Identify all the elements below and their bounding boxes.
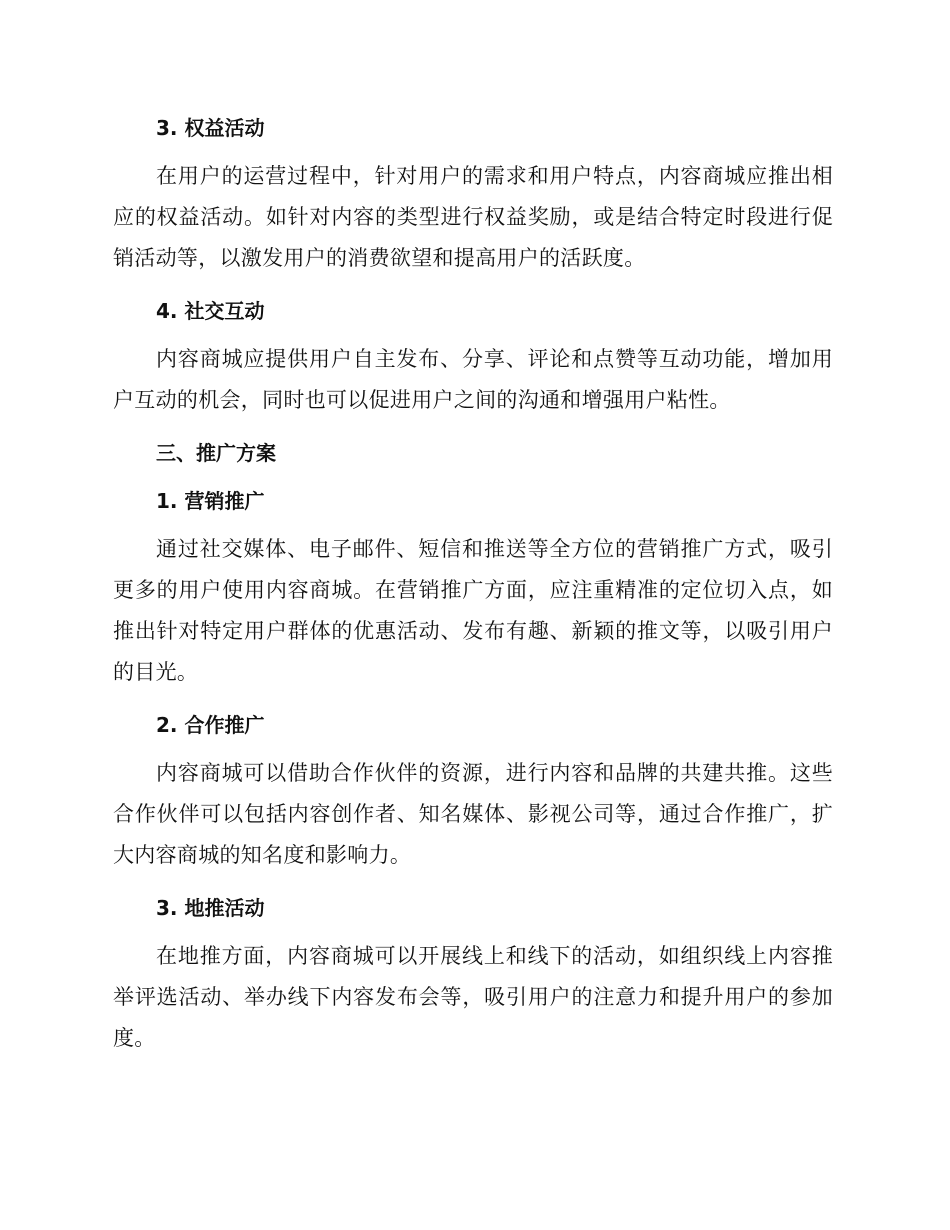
paragraph-marketing-promotion: 通过社交媒体、电子邮件、短信和推送等全方位的营销推广方式，吸引更多的用户使用内容商城。在营销推广方面，应注重精准的定位切入点，如推出针对特定用户群体的优惠活动、发布有趣、新颖的推文等，以吸引用户的目光。: [113, 537, 833, 684]
chapter-heading-promotion-plan: 三、推广方案: [156, 441, 276, 465]
paragraph-rights-activities: 在用户的运营过程中，针对用户的需求和用户特点，内容商城应推出相应的权益活动。如针对内容的类型进行权益奖励，或是结合特定时段进行促销活动等，以激发用户的消费欲望和提高用户的活跃度。: [113, 164, 833, 270]
section-heading-partner-promotion: 2. 合作推广: [156, 713, 265, 737]
paragraph-ground-promotion: 在地推方面，内容商城可以开展线上和线下的活动，如组织线上内容推举评选活动、举办线下内容发布会等，吸引用户的注意力和提升用户的参加度。: [113, 944, 833, 1050]
section-heading-marketing-promotion: 1. 营销推广: [156, 489, 265, 513]
document-body: [113, 108, 833, 1059]
section-heading-ground-promotion: 3. 地推活动: [156, 896, 265, 920]
section-heading-rights-activities: 3. 权益活动: [156, 116, 265, 140]
paragraph-partner-promotion: 内容商城可以借助合作伙伴的资源，进行内容和品牌的共建共推。这些合作伙伴可以包括内容创作者、知名媒体、影视公司等，通过合作推广，扩大内容商城的知名度和影响力。: [113, 761, 833, 867]
section-heading-social-interaction: 4. 社交互动: [156, 299, 265, 323]
paragraph-social-interaction: 内容商城应提供用户自主发布、分享、评论和点赞等互动功能，增加用户互动的机会，同时也可以促进用户之间的沟通和增强用户粘性。: [113, 347, 833, 412]
